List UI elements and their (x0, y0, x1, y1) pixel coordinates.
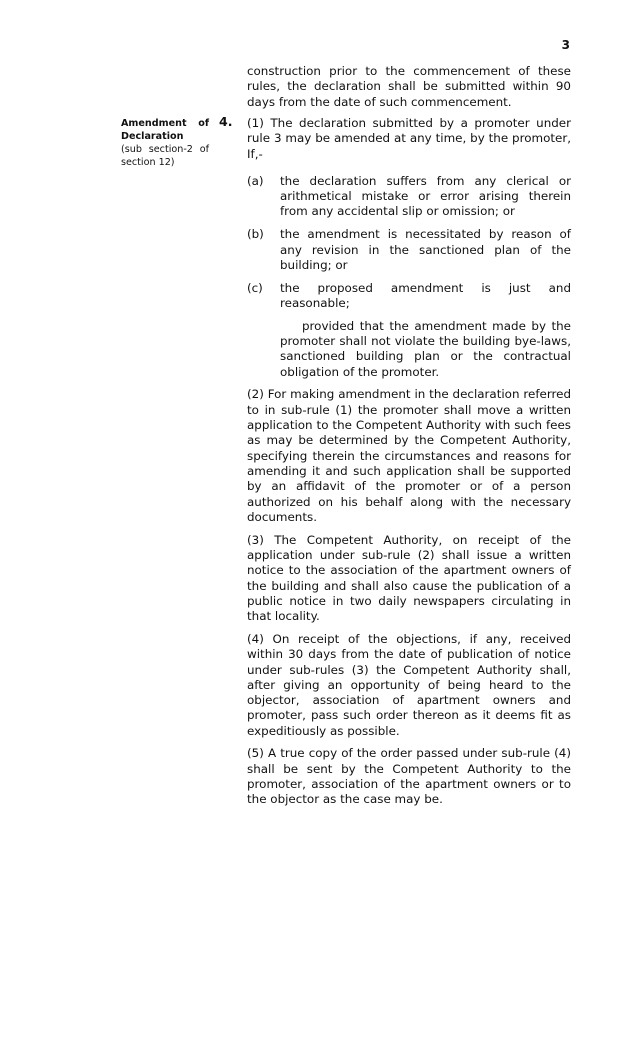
intro-text: construction prior to the commencement of these rules, the declaration shall be submitted within 90 days from the date of such commencement. (247, 64, 571, 109)
marginal-note-reference: (sub section-2 of section 12) (121, 144, 209, 168)
clause-text: the proposed amendment is just and reasonable; (280, 280, 571, 310)
marginal-note-heading: Amendment of Declaration (121, 118, 209, 142)
clause-a (247, 174, 571, 220)
clause-label: (a) (247, 173, 264, 188)
clause-label: (c) (247, 280, 263, 295)
sub-rule-4: (4) On receipt of the objections, if any, received within 30 days from the date of publication of notice under sub-rules (3) the Competent Authority shall, after giving an opportunity of being heard to the objector, association of apartment owners and promoter, pass such order thereon as it deems fit as expeditiously as possible. (247, 631, 571, 738)
clause-text: the declaration suffers from any clerical or arithmetical mistake or error arising therein from any accidental slip or omission; or (280, 173, 571, 219)
rule-body (247, 116, 571, 815)
proviso: provided that the amendment made by the promoter shall not violate the building bye-laws, sanctioned building plan or the contractual obligation of the promoter. (280, 318, 571, 379)
sub-rule-1: (1) The declaration submitted by a promoter under rule 3 may be amended at any time, by the promoter, If,- (247, 116, 571, 161)
sub-rule-5: (5) A true copy of the order passed under sub-rule (4) shall be sent by the Competent Authority to the promoter, association of the apartment owners or to the objector as the case may be. (247, 746, 571, 807)
marginal-note (121, 117, 209, 169)
clause-c (247, 281, 571, 312)
sub-rule-2: (2) For making amendment in the declaration referred to in sub-rule (1) the promoter shall move a written application to the Competent Authority with such fees as may be determined by the Competent Authority, specifying therein the circumstances and reasons for amending it and such application shall be supported by an affidavit of the promoter or of a person authorized on his behalf along with the necessary documents. (247, 387, 571, 524)
clause-label: (b) (247, 227, 264, 242)
sub-rule-3: (3) The Competent Authority, on receipt of the application under sub-rule (2) shall issue a written notice to the association of the apartment owners of the building and shall also cause the publication of a public notice in two daily newspapers circulating in that locality. (247, 532, 571, 624)
clause-b (247, 227, 571, 273)
rule-number: 4. (219, 114, 233, 129)
page-number: 3 (561, 38, 570, 52)
intro-paragraph (247, 64, 571, 110)
clause-text: the amendment is necessitated by reason of any revision in the sanctioned plan of the building; or (280, 227, 571, 272)
